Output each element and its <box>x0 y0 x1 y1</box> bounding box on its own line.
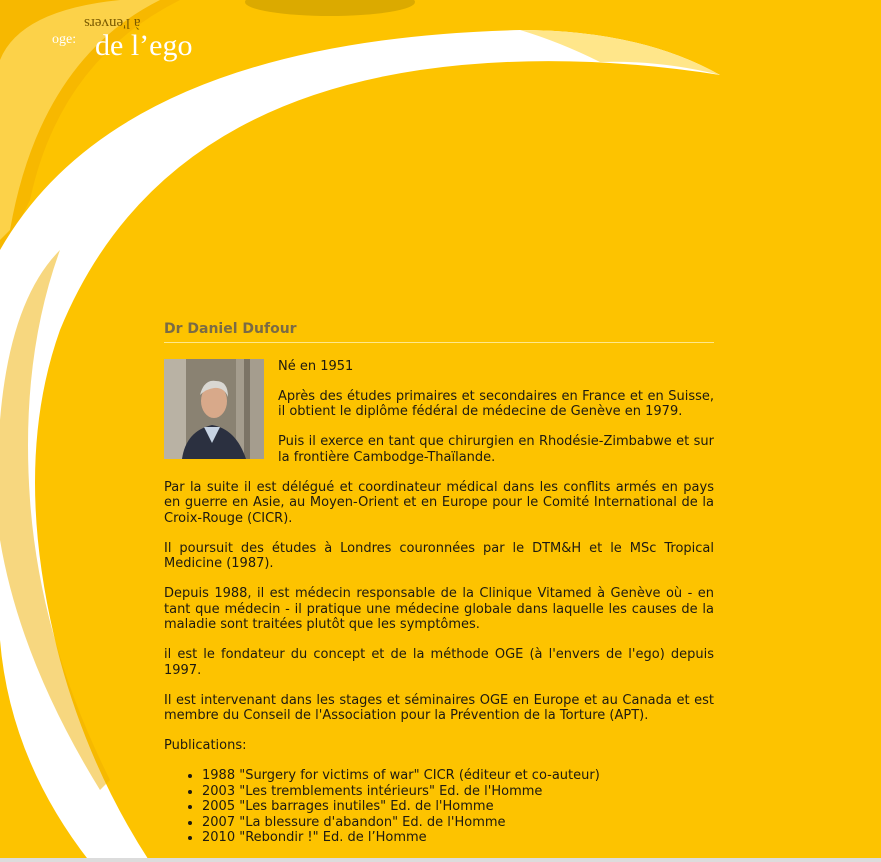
bio-paragraph: Par la suite il est délégué et coordinateur médical dans les conflits armés en pays en guerre en Asie, au Moyen-Orient et en Europe pour le Comité International de la Croix-Rouge (CICR). <box>164 479 714 526</box>
bio-paragraph: Puis il exerce en tant que chirurgien en Rhodésie-Zimbabwe et sur la frontière Cambodge-Thaïlande. <box>278 434 714 465</box>
born-text: Né en 1951 <box>278 358 354 374</box>
bio-paragraph: Après des études primaires et secondaires en France et en Suisse, il obtient le diplôme fédéral de médecine de Genève en 1979. <box>278 388 714 419</box>
portrait-photo <box>164 359 264 459</box>
publication-item: • 1988 "Surgery for victims of war" CICR (éditeur et co-auteur) <box>202 768 714 784</box>
bio-paragraph: il est le fondateur du concept et de la méthode OGE (à l'envers de l'ego) depuis 1997. <box>164 647 714 678</box>
bio-paragraph: Depuis 1988, il est médecin responsable de la Clinique Vitamed à Genève où - en tant que médecin - il pratique une médecine globale dans laquelle les causes de la maladie sont traitées plutôt que les symptômes. <box>164 586 714 632</box>
profile-content <box>164 322 714 846</box>
publication-item: • 2010 "Rebondir !" Ed. de l’Homme <box>202 830 714 846</box>
bio-paragraph: Il est intervenant dans les stages et séminaires OGE en Europe et au Canada et est membre du Conseil de l'Association pour la Prévention de la Torture (APT). <box>164 692 714 723</box>
logo-prefix: oge: <box>52 32 77 47</box>
logo-upside-down-text: à l'envers <box>84 15 141 31</box>
publication-item: • 2005 "Les barrages inutiles" Ed. de l'Homme <box>202 799 714 815</box>
page-title: Dr Daniel Dufour <box>164 322 714 343</box>
footer-divider <box>0 858 881 862</box>
publications-list <box>164 768 714 846</box>
publications-label: Publications: <box>164 738 247 753</box>
bio-paragraph: Il poursuit des études à Londres couronnées par le DTM&H et le MSc Tropical Medicine (1987). <box>164 540 714 571</box>
logo-main-text: de l’ego <box>95 29 193 62</box>
publication-item: • 2007 "La blessure d'abandon" Ed. de l'Homme <box>202 815 714 831</box>
publication-item: • 2003 "Les tremblements intérieurs" Ed. de l'Homme <box>202 784 714 800</box>
